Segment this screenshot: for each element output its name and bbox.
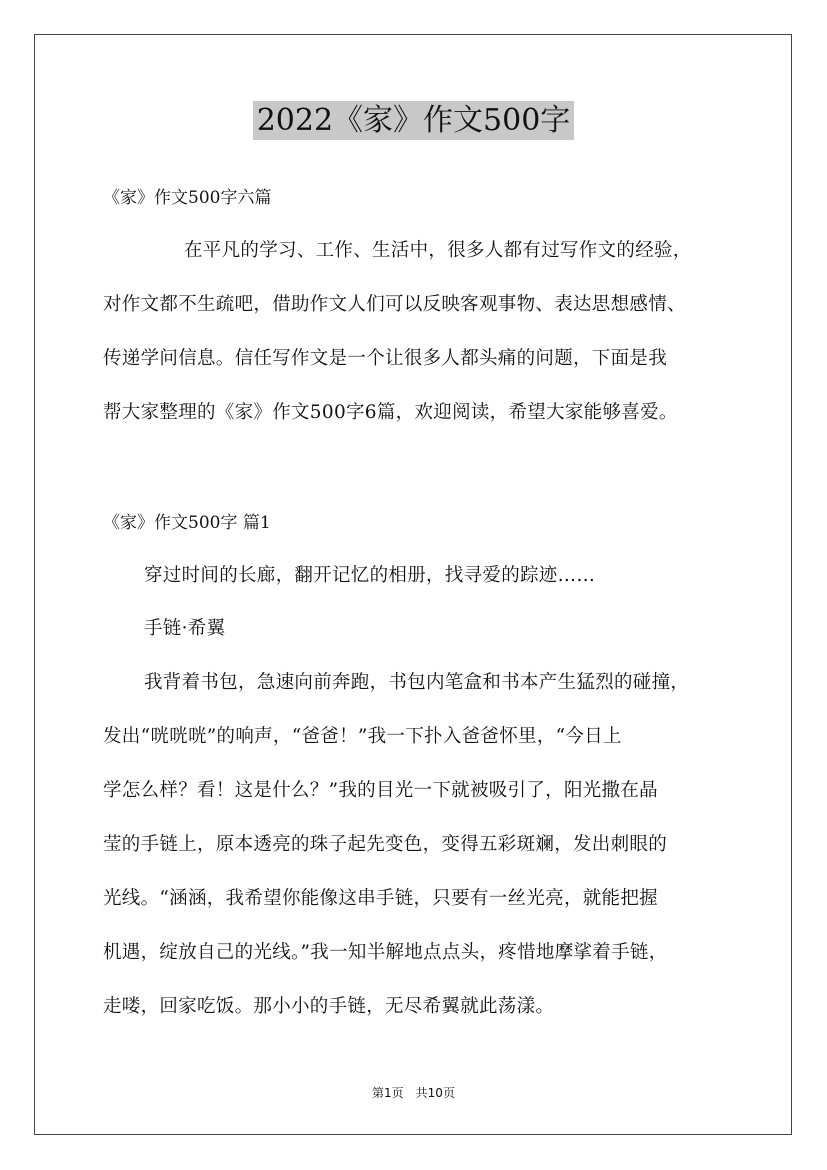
section-line-9: 走喽，回家吃饭。那小小的手链，无尽希翼就此荡漾。: [103, 996, 555, 1017]
section-line-8: 机遇，绽放自己的光线。”我一知半解地点点头，疼惜地摩挲着手链，: [103, 942, 668, 963]
intro-line-3: 传递学问信息。信任写作文是一个让很多人都头痛的问题，下面是我: [103, 348, 668, 369]
page-total: 共10页: [415, 1086, 455, 1100]
intro-line-1: 在平凡的学习、工作、生活中，很多人都有过写作文的经验，: [184, 240, 692, 261]
document-title: 2022《家》作文500字: [253, 101, 575, 140]
section-heading: 《家》作文500字 篇1: [103, 513, 271, 533]
section-line-6: 莹的手链上，原本透亮的珠子起先变色，变得五彩斑斓，发出刺眼的: [103, 834, 668, 855]
section-line-5: 学怎么样？看！这是什么？”我的目光一下就被吸引了，阳光撒在晶: [103, 780, 658, 801]
page-number: 第1页: [372, 1086, 404, 1100]
section-line-4: 发出“咣咣咣”的响声，“爸爸！”我一下扑入爸爸怀里，“今日上: [103, 726, 622, 747]
subtitle: 《家》作文500字六篇: [103, 188, 272, 208]
section-line-7: 光线。“涵涵，我希望你能像这串手链，只要有一丝光亮，就能把握: [103, 888, 658, 909]
intro-line-2: 对作文都不生疏吧，借助作文人们可以反映客观事物、表达思想感情、: [103, 294, 686, 315]
document-title-wrap: [0, 100, 827, 142]
page-footer: [0, 1084, 827, 1101]
section-line-3: 我背着书包，急速向前奔跑，书包内笔盒和书本产生猛烈的碰撞，: [144, 672, 690, 693]
section-line-2: 手链·希翼: [144, 618, 226, 639]
intro-line-4: 帮大家整理的《家》作文500字6篇，欢迎阅读，希望大家能够喜爱。: [103, 402, 678, 423]
section-line-1: 穿过时间的长廊，翻开记忆的相册，找寻爱的踪迹……: [144, 565, 596, 586]
